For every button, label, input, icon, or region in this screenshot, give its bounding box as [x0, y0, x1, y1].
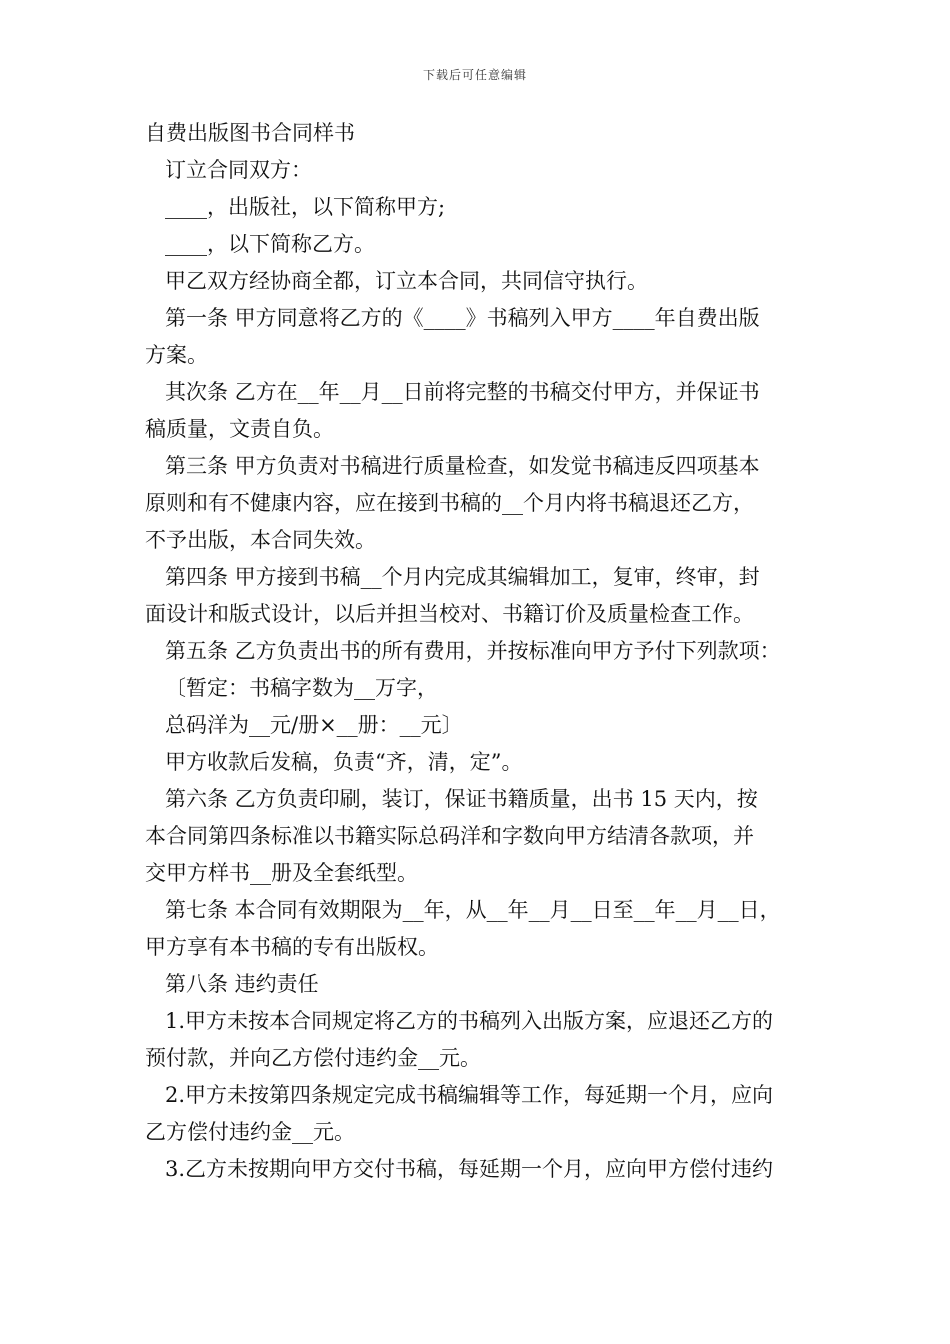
- paragraph-line: 不予出版，本合同失效。: [145, 528, 376, 552]
- paragraph-line: 甲方收款后发稿，负责“齐，清，定”。: [165, 750, 523, 774]
- paragraph-line: 3.乙方未按期向甲方交付书稿，每延期一个月，应向甲方偿付违约: [165, 1157, 774, 1181]
- document-title: 自费出版图书合同样书: [145, 121, 355, 145]
- paragraph-line: 订立合同双方：: [165, 158, 312, 182]
- document-body: [145, 115, 825, 1188]
- paragraph-line: 本合同第四条标准以书籍实际总码洋和字数向甲方结清各款项，并: [145, 824, 754, 848]
- paragraph-line: ____，以下简称乙方。: [165, 232, 375, 256]
- paragraph-line: 1.甲方未按本合同规定将乙方的书稿列入出版方案，应退还乙方的: [165, 1009, 774, 1033]
- paragraph-line: 第三条 甲方负责对书稿进行质量检查，如发觉书稿违反四项基本: [165, 454, 760, 478]
- paragraph-line: 第五条 乙方负责出书的所有费用，并按标准向甲方予付下列款项：: [165, 639, 781, 663]
- paragraph-line: 原则和有不健康内容，应在接到书稿的__个月内将书稿退还乙方，: [145, 491, 754, 515]
- paragraph-line: 第四条 甲方接到书稿__个月内完成其编辑加工，复审，终审，封: [165, 565, 760, 589]
- paragraph-line: 甲方享有本书稿的专有出版权。: [145, 935, 439, 959]
- paragraph-line: 预付款，并向乙方偿付违约金__元。: [145, 1046, 481, 1070]
- paragraph-line: 交甲方样书__册及全套纸型。: [145, 861, 418, 885]
- paragraph-line: 总码洋为__元/册×__册：__元〕: [165, 713, 463, 737]
- paragraph-line: 2.甲方未按第四条规定完成书稿编辑等工作，每延期一个月，应向: [165, 1083, 774, 1107]
- paragraph-line: ____，出版社，以下简称甲方;: [165, 195, 446, 219]
- paragraph-line: 面设计和版式设计，以后并担当校对、书籍订价及质量检查工作。: [145, 602, 754, 626]
- paragraph-line: 甲乙双方经协商全都，订立本合同，共同信守执行。: [165, 269, 648, 293]
- paragraph-line: 稿质量，文责自负。: [145, 417, 334, 441]
- page-header: 下载后可任意编辑: [422, 68, 527, 82]
- paragraph-line: 方案。: [145, 343, 208, 367]
- paragraph-line: 〔暂定：书稿字数为__万字，: [165, 676, 438, 700]
- paragraph-line: 第八条 违约责任: [165, 972, 319, 996]
- paragraph-line: 第一条 甲方同意将乙方的《____》书稿列入甲方____年自费出版: [165, 306, 760, 330]
- paragraph-line: 第六条 乙方负责印刷，装订，保证书籍质量，出书 15 天内，按: [165, 787, 758, 811]
- paragraph-line: 第七条 本合同有效期限为__年，从__年__月__日至__年__月__日，: [165, 898, 781, 922]
- paragraph-line: 乙方偿付违约金__元。: [145, 1120, 355, 1144]
- paragraph-line: 其次条 乙方在__年__月__日前将完整的书稿交付甲方，并保证书: [165, 380, 760, 404]
